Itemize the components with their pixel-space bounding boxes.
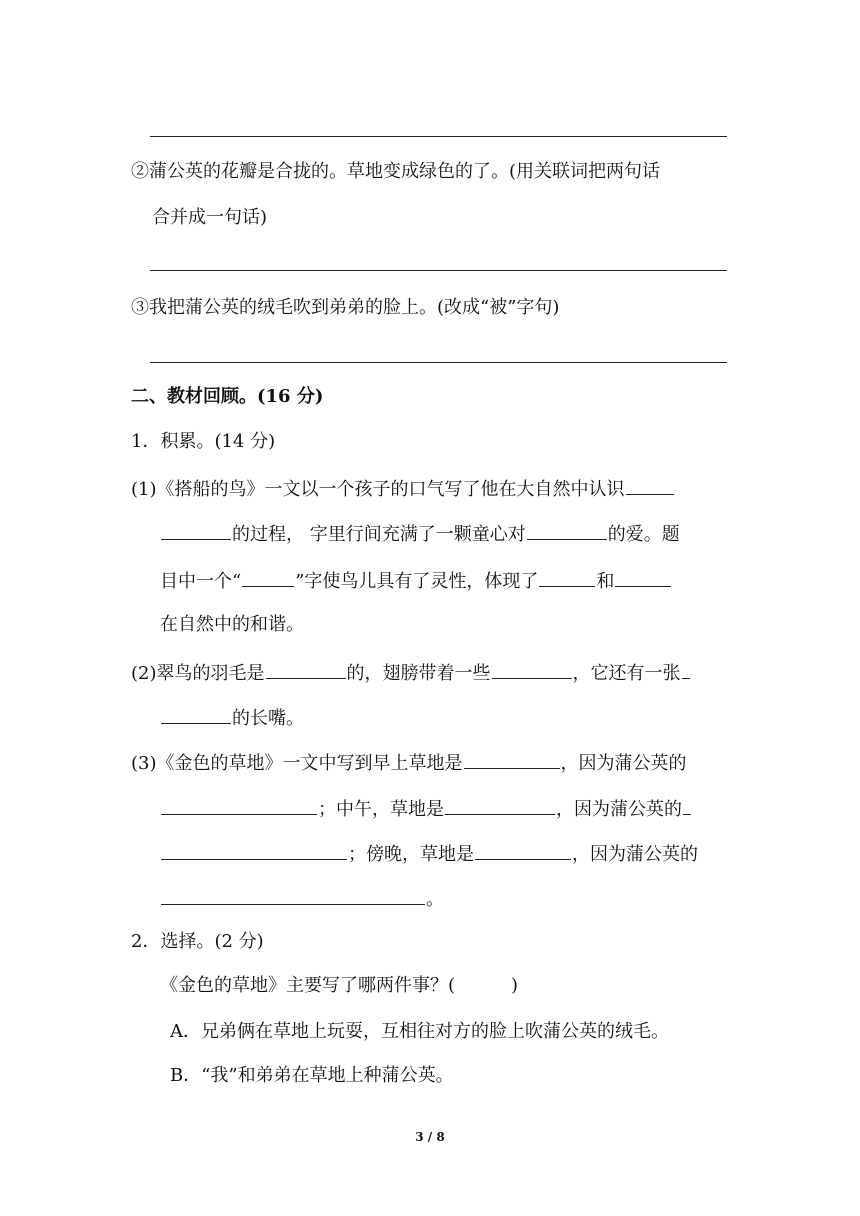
- q1-part2-line2: [160, 705, 304, 731]
- fill-blank[interactable]: [492, 660, 572, 679]
- fill-blank[interactable]: [475, 841, 571, 860]
- fill-blank[interactable]: [527, 521, 607, 540]
- text: (2)翠鸟的羽毛是: [131, 663, 265, 684]
- sub-question-2-line2: 合并成一句话): [152, 207, 268, 228]
- fill-blank[interactable]: [539, 568, 595, 587]
- text: 的长嘴。: [232, 708, 304, 729]
- fill-blank[interactable]: [161, 705, 231, 724]
- q1-part1-line2: [160, 521, 680, 547]
- fill-blank[interactable]: [683, 796, 691, 815]
- q2-question: [160, 974, 518, 998]
- text: 和: [596, 571, 615, 592]
- q2-option-b[interactable]: B．“我”和弟弟在草地上种蒲公英。: [170, 1065, 454, 1086]
- fill-blank[interactable]: [682, 660, 690, 679]
- q1-part3-line2: [160, 796, 692, 822]
- sub-question-3-line1: ③我把蒲公英的绒毛吹到弟弟的脸上。(改成“被”字句): [131, 297, 560, 318]
- text: 的爱。题: [607, 524, 680, 545]
- text: 的过程， 字里行间充满了一颗童心对: [232, 524, 526, 545]
- fill-blank[interactable]: [266, 660, 346, 679]
- q1-part3-line3: [160, 841, 698, 867]
- question-1-title: 1．积累。(14 分): [131, 431, 276, 452]
- answer-line[interactable]: [150, 270, 727, 271]
- fill-blank[interactable]: [445, 796, 555, 815]
- text: ，它还有一张: [572, 663, 681, 684]
- q2-option-a[interactable]: A．兄弟俩在草地上玩耍，互相往对方的脸上吹蒲公英的绒毛。: [170, 1021, 669, 1042]
- sub-question-2-line1: ②蒲公英的花瓣是合拢的。草地变成绿色的了。(用关联词把两句话: [131, 161, 661, 182]
- fill-blank[interactable]: [464, 750, 560, 769]
- fill-blank[interactable]: [626, 476, 674, 495]
- q1-part1-line4: 在自然中的和谐。: [160, 614, 304, 635]
- q1-part1-line1: [131, 476, 675, 502]
- text: ，因为蒲公英的: [572, 844, 698, 865]
- question-2-title: 2．选择。(2 分): [131, 931, 264, 952]
- text: ，因为蒲公英的: [560, 753, 687, 774]
- text: ，因为蒲公英的: [556, 799, 682, 820]
- text: ): [511, 975, 519, 996]
- section-heading: 二、教材回顾。(16 分): [131, 386, 324, 407]
- answer-line[interactable]: [150, 362, 727, 363]
- fill-blank[interactable]: [242, 568, 294, 587]
- text: (1)《搭船的鸟》一文以一个孩子的口气写了他在大自然中认识: [131, 479, 625, 500]
- text: ”字使鸟儿具有了灵性，体现了: [295, 571, 539, 592]
- page-number: 3 / 8: [415, 1130, 445, 1144]
- text: 《金色的草地》主要写了哪两件事？(: [160, 975, 456, 996]
- answer-line[interactable]: [150, 136, 727, 137]
- fill-blank[interactable]: [161, 796, 317, 815]
- q1-part2-line1: [131, 660, 691, 686]
- text: (3)《金色的草地》一文中写到早上草地是: [131, 753, 463, 774]
- q1-part3-line4: [160, 886, 444, 912]
- fill-blank[interactable]: [161, 841, 347, 860]
- fill-blank[interactable]: [615, 568, 671, 587]
- fill-blank[interactable]: [161, 521, 231, 540]
- text: 。: [426, 889, 444, 910]
- text: ；傍晚，草地是: [348, 844, 474, 865]
- text: ；中午，草地是: [318, 799, 444, 820]
- text: 的，翅膀带着一些: [346, 663, 491, 684]
- q1-part3-line1: [131, 750, 687, 776]
- q1-part1-line3: [160, 568, 672, 594]
- text: 目中一个“: [160, 571, 242, 592]
- fill-blank[interactable]: [161, 886, 425, 905]
